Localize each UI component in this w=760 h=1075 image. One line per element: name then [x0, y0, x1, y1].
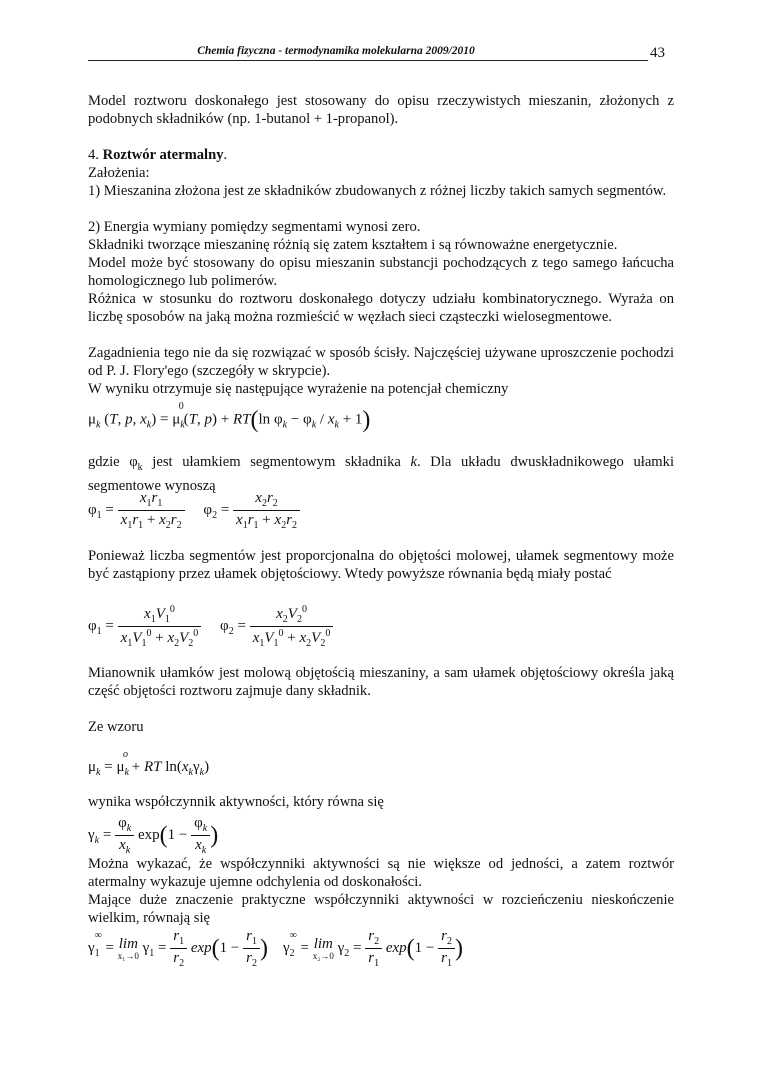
header-rule: [88, 60, 648, 61]
equation-volume-fractions: $\varphi_1$ = $\frac{x_1V_1^0}{x_1V_1^0 + x_2V_2^0}$ $\varphi_2$ = $\frac{x_2V_2^0}{x_1V_1^0 + x_2V_2^0}$: [88, 604, 333, 649]
paragraph-components: Składniki tworzące mieszaninę różnią się zatem kształtem i są równoważne energetycznie.: [88, 237, 618, 253]
paragraph-ideal-solution: Model roztworu doskonałego jest stosowany do opisu rzeczywistych mieszanin, złożonych z podobnych składników (np. 1-butanol + 1-propanol).: [88, 93, 674, 127]
equation-activity-potential: $\mu_k = \mu_k^o$ + RT $\ln(x_k\gamma_k)$: [88, 749, 210, 778]
paragraph-assumption-2: 2) Energia wymiany pomiędzy segmentami wynosi zero.: [88, 219, 421, 235]
paragraph-negative-deviations: Można wykazać, że współczynniki aktywności są nie większe od jedności, a zatem roztwór atermalny wykazuje ujemne odchylenia od doskonałości.: [88, 856, 674, 890]
paragraph-result: W wyniku otrzymuje się następujące wyrażenie na potencjał chemiczny: [88, 381, 509, 397]
paragraph-assumptions-label: Założenia:: [88, 165, 150, 181]
equation-chemical-potential: $\mu_k$ (T, p, $x_k) = \mu_k^0(T$, p) + RT(ln $\varphi_k - \varphi_k / x_k + 1$): [88, 401, 371, 433]
page-number: 43: [650, 45, 665, 61]
paragraph-flory: Zagadnienia tego nie da się rozwiązać w sposób ścisły. Najczęściej używane uproszczenie pochodzi od P. J. Flory'ego (szczegóły w skrypcie).: [88, 345, 674, 379]
paragraph-where-phi: gdzie $\varphi_k$ jest ułamkiem segmentowym składnika k. Dla układu dwuskładnikowego ułamki segmentowe wynoszą: [88, 454, 674, 494]
paragraph-denominator: Mianownik ułamków jest molową objętością mieszaniny, a sam ułamek objętościowy określa jaką część objętości roztworu zajmuje dany składnik.: [88, 665, 674, 699]
paragraph-assumption-1: 1) Mieszanina złożona jest ze składników zbudowanych z różnej liczby takich samych segmentów.: [88, 183, 667, 199]
equation-segment-fractions: $\varphi_1$ = $\frac{x_1r_1}{x_1r_1 + x_2r_2}$ $\varphi_2$ = $\frac{x_2r_2}{x_1r_1 + x_2r_2}$: [88, 490, 300, 531]
section-heading: 4. Roztwór atermalny.: [88, 147, 228, 163]
paragraph-difference: Różnica w stosunku do roztworu doskonałego dotyczy udziału kombinatorycznego. Wyraża on liczbę sposobów na jaką można rozmieścić w węzłach sieci cząsteczki wielosegmentowe.: [88, 291, 674, 325]
paragraph-infinite-dilution: Mające duże znaczenie praktyczne współczynniki aktywności w rozcieńczeniu nieskończenie wielkim, równają się: [88, 892, 674, 926]
paragraph-from-formula: Ze wzoru: [88, 719, 144, 735]
running-header-title: Chemia fizyczna - termodynamika molekularna 2009/2010: [197, 45, 475, 57]
equation-infinite-dilution: $\gamma_1^\infty$ = lim x₁→0 $\gamma_1$ = $\frac{r_1}{r_2}$ exp(1 − $\frac{r_1}{r_2}$ ) $\gamma_2^\infty$ = lim x₂→0 $\gamma_2$ = $\frac{r_2}{r_1}$ exp(1 − $\frac{r_2}{r_1}$ ): [88, 928, 463, 969]
section-title: Roztwór atermalny: [102, 147, 224, 163]
paragraph-volume-fraction: Ponieważ liczba segmentów jest proporcjonalna do objętości molowej, ułamek segmentowy może być zastąpiony przez ułamek objętościowy. Wtedy powyższe równania będą miały postać: [88, 548, 674, 582]
paragraph-activity-coefficient: wynika współczynnik aktywności, który równa się: [88, 794, 384, 810]
paragraph-model-use: Model może być stosowany do opisu mieszanin substancji pochodzących z tego samego łańcucha homologicznego lub polimerów.: [88, 255, 674, 289]
equation-gamma-k: $\gamma_k$ = $\frac{\varphi_k}{x_k}$ exp(1 − $\frac{\varphi_k}{x_k}$ ): [88, 815, 219, 856]
